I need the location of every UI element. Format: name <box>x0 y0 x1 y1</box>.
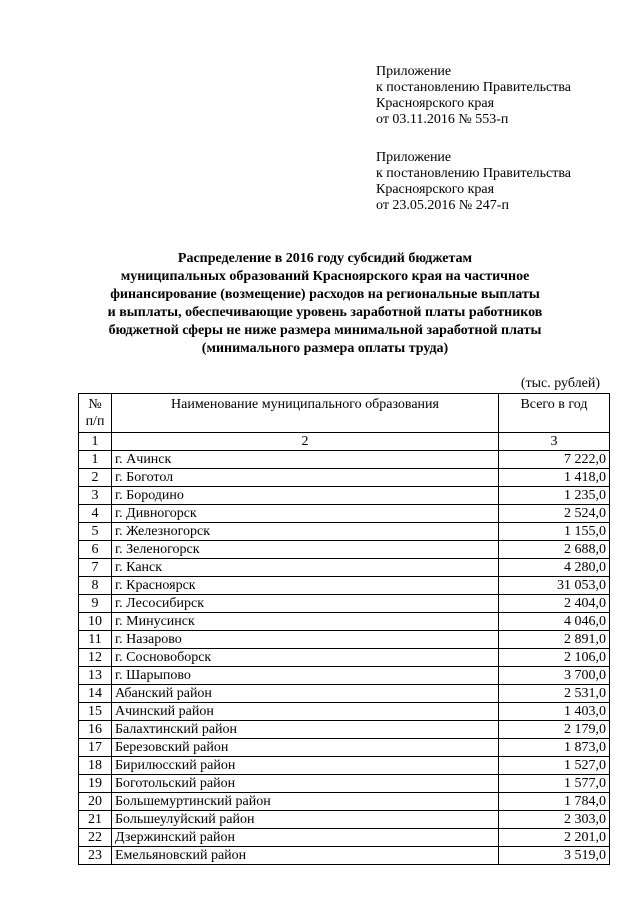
row-name: Большемуртинский район <box>112 793 499 811</box>
row-value: 1 155,0 <box>499 523 610 541</box>
subsidy-table <box>78 393 610 865</box>
row-name: Боготольский район <box>112 775 499 793</box>
units-label: (тыс. рублей) <box>520 376 600 391</box>
table-row <box>79 451 610 469</box>
table-row <box>79 577 610 595</box>
row-number: 5 <box>79 523 112 541</box>
table-row <box>79 667 610 685</box>
row-number: 2 <box>79 469 112 487</box>
row-value: 31 053,0 <box>499 577 610 595</box>
table-row <box>79 541 610 559</box>
row-name: г. Бородино <box>112 487 499 505</box>
row-number: 12 <box>79 649 112 667</box>
row-value: 4 280,0 <box>499 559 610 577</box>
appendix-line: Красноярского края <box>376 96 495 111</box>
title-line: финансирование (возмещение) расходов на региональные выплаты <box>110 287 540 302</box>
row-value: 2 201,0 <box>499 829 610 847</box>
row-value: 2 891,0 <box>499 631 610 649</box>
row-name: Балахтинский район <box>112 721 499 739</box>
table-row <box>79 703 610 721</box>
row-name: г. Минусинск <box>112 613 499 631</box>
row-value: 1 235,0 <box>499 487 610 505</box>
row-name: г. Канск <box>112 559 499 577</box>
row-number: 14 <box>79 685 112 703</box>
row-value: 2 404,0 <box>499 595 610 613</box>
table-row <box>79 631 610 649</box>
table-row <box>79 757 610 775</box>
table-row <box>79 487 610 505</box>
row-number: 22 <box>79 829 112 847</box>
table-header-row <box>79 394 610 433</box>
title-line: и выплаты, обеспечивающие уровень заработной платы работников <box>107 305 543 320</box>
appendix-line: Красноярского края <box>376 182 495 197</box>
title-line: муниципальных образований Красноярского края на частичное <box>120 269 530 284</box>
row-number: 17 <box>79 739 112 757</box>
row-name: Дзержинский район <box>112 829 499 847</box>
table-row <box>79 559 610 577</box>
row-value: 1 403,0 <box>499 703 610 721</box>
row-name: г. Дивногорск <box>112 505 499 523</box>
row-number: 15 <box>79 703 112 721</box>
row-number: 8 <box>79 577 112 595</box>
table-row <box>79 685 610 703</box>
row-number: 9 <box>79 595 112 613</box>
row-number: 16 <box>79 721 112 739</box>
row-name: г. Красноярск <box>112 577 499 595</box>
row-name: Большеулуйский район <box>112 811 499 829</box>
row-number: 11 <box>79 631 112 649</box>
column-index: 1 <box>79 433 112 451</box>
table-row <box>79 595 610 613</box>
title-line: Распределение в 2016 году субсидий бюджетам <box>177 251 473 266</box>
table-row <box>79 721 610 739</box>
table-row <box>79 775 610 793</box>
row-name: г. Железногорск <box>112 523 499 541</box>
row-name: г. Ачинск <box>112 451 499 469</box>
row-name: Абанский район <box>112 685 499 703</box>
row-value: 1 577,0 <box>499 775 610 793</box>
column-index: 2 <box>112 433 499 451</box>
row-number: 4 <box>79 505 112 523</box>
row-name: Березовский район <box>112 739 499 757</box>
appendix-line: Приложение <box>376 64 452 79</box>
row-name: Ачинский район <box>112 703 499 721</box>
row-value: 2 531,0 <box>499 685 610 703</box>
row-number: 1 <box>79 451 112 469</box>
title-line: (минимального размера оплаты труда) <box>201 341 449 356</box>
row-name: г. Сосновоборск <box>112 649 499 667</box>
row-number: 10 <box>79 613 112 631</box>
appendix-block-2 <box>376 150 626 214</box>
row-value: 2 688,0 <box>499 541 610 559</box>
row-value: 1 527,0 <box>499 757 610 775</box>
row-name: г. Назарово <box>112 631 499 649</box>
table-row <box>79 505 610 523</box>
appendix-block-1 <box>376 64 626 128</box>
row-name: г. Боготол <box>112 469 499 487</box>
table-row <box>79 523 610 541</box>
column-index-row <box>79 433 610 451</box>
row-value: 2 303,0 <box>499 811 610 829</box>
header-num <box>79 394 112 433</box>
row-number: 20 <box>79 793 112 811</box>
table-row <box>79 829 610 847</box>
table-row <box>79 649 610 667</box>
table-row <box>79 613 610 631</box>
row-value: 4 046,0 <box>499 613 610 631</box>
header-name: Наименование муниципального образования <box>112 394 499 433</box>
row-name: г. Шарыпово <box>112 667 499 685</box>
row-value: 1 418,0 <box>499 469 610 487</box>
title-line: бюджетной сферы не ниже размера минимальной заработной платы <box>108 323 542 338</box>
table-row <box>79 793 610 811</box>
row-value: 2 106,0 <box>499 649 610 667</box>
header-num-line1: № <box>88 397 102 412</box>
row-number: 19 <box>79 775 112 793</box>
document-title <box>70 250 580 358</box>
row-value: 7 222,0 <box>499 451 610 469</box>
appendix-line: к постановлению Правительства <box>376 80 572 95</box>
row-value: 3 700,0 <box>499 667 610 685</box>
appendix-line: от 23.05.2016 № 247-п <box>376 198 509 213</box>
row-value: 2 524,0 <box>499 505 610 523</box>
row-value: 2 179,0 <box>499 721 610 739</box>
row-name: г. Лесосибирск <box>112 595 499 613</box>
row-name: Емельяновский район <box>112 847 499 865</box>
row-number: 3 <box>79 487 112 505</box>
row-value: 3 519,0 <box>499 847 610 865</box>
appendix-line: к постановлению Правительства <box>376 166 572 181</box>
table-row <box>79 811 610 829</box>
row-value: 1 873,0 <box>499 739 610 757</box>
table-row <box>79 847 610 865</box>
row-number: 18 <box>79 757 112 775</box>
row-name: г. Зеленогорск <box>112 541 499 559</box>
row-name: Бирилюсский район <box>112 757 499 775</box>
row-number: 7 <box>79 559 112 577</box>
table-row <box>79 469 610 487</box>
table-body <box>79 433 610 865</box>
row-number: 21 <box>79 811 112 829</box>
row-number: 13 <box>79 667 112 685</box>
row-number: 6 <box>79 541 112 559</box>
appendix-line: от 03.11.2016 № 553-п <box>376 112 509 127</box>
header-num-line2: п/п <box>85 414 105 429</box>
appendix-line: Приложение <box>376 150 452 165</box>
table-row <box>79 739 610 757</box>
header-total: Всего в год <box>499 394 610 433</box>
row-value: 1 784,0 <box>499 793 610 811</box>
row-number: 23 <box>79 847 112 865</box>
column-index: 3 <box>499 433 610 451</box>
